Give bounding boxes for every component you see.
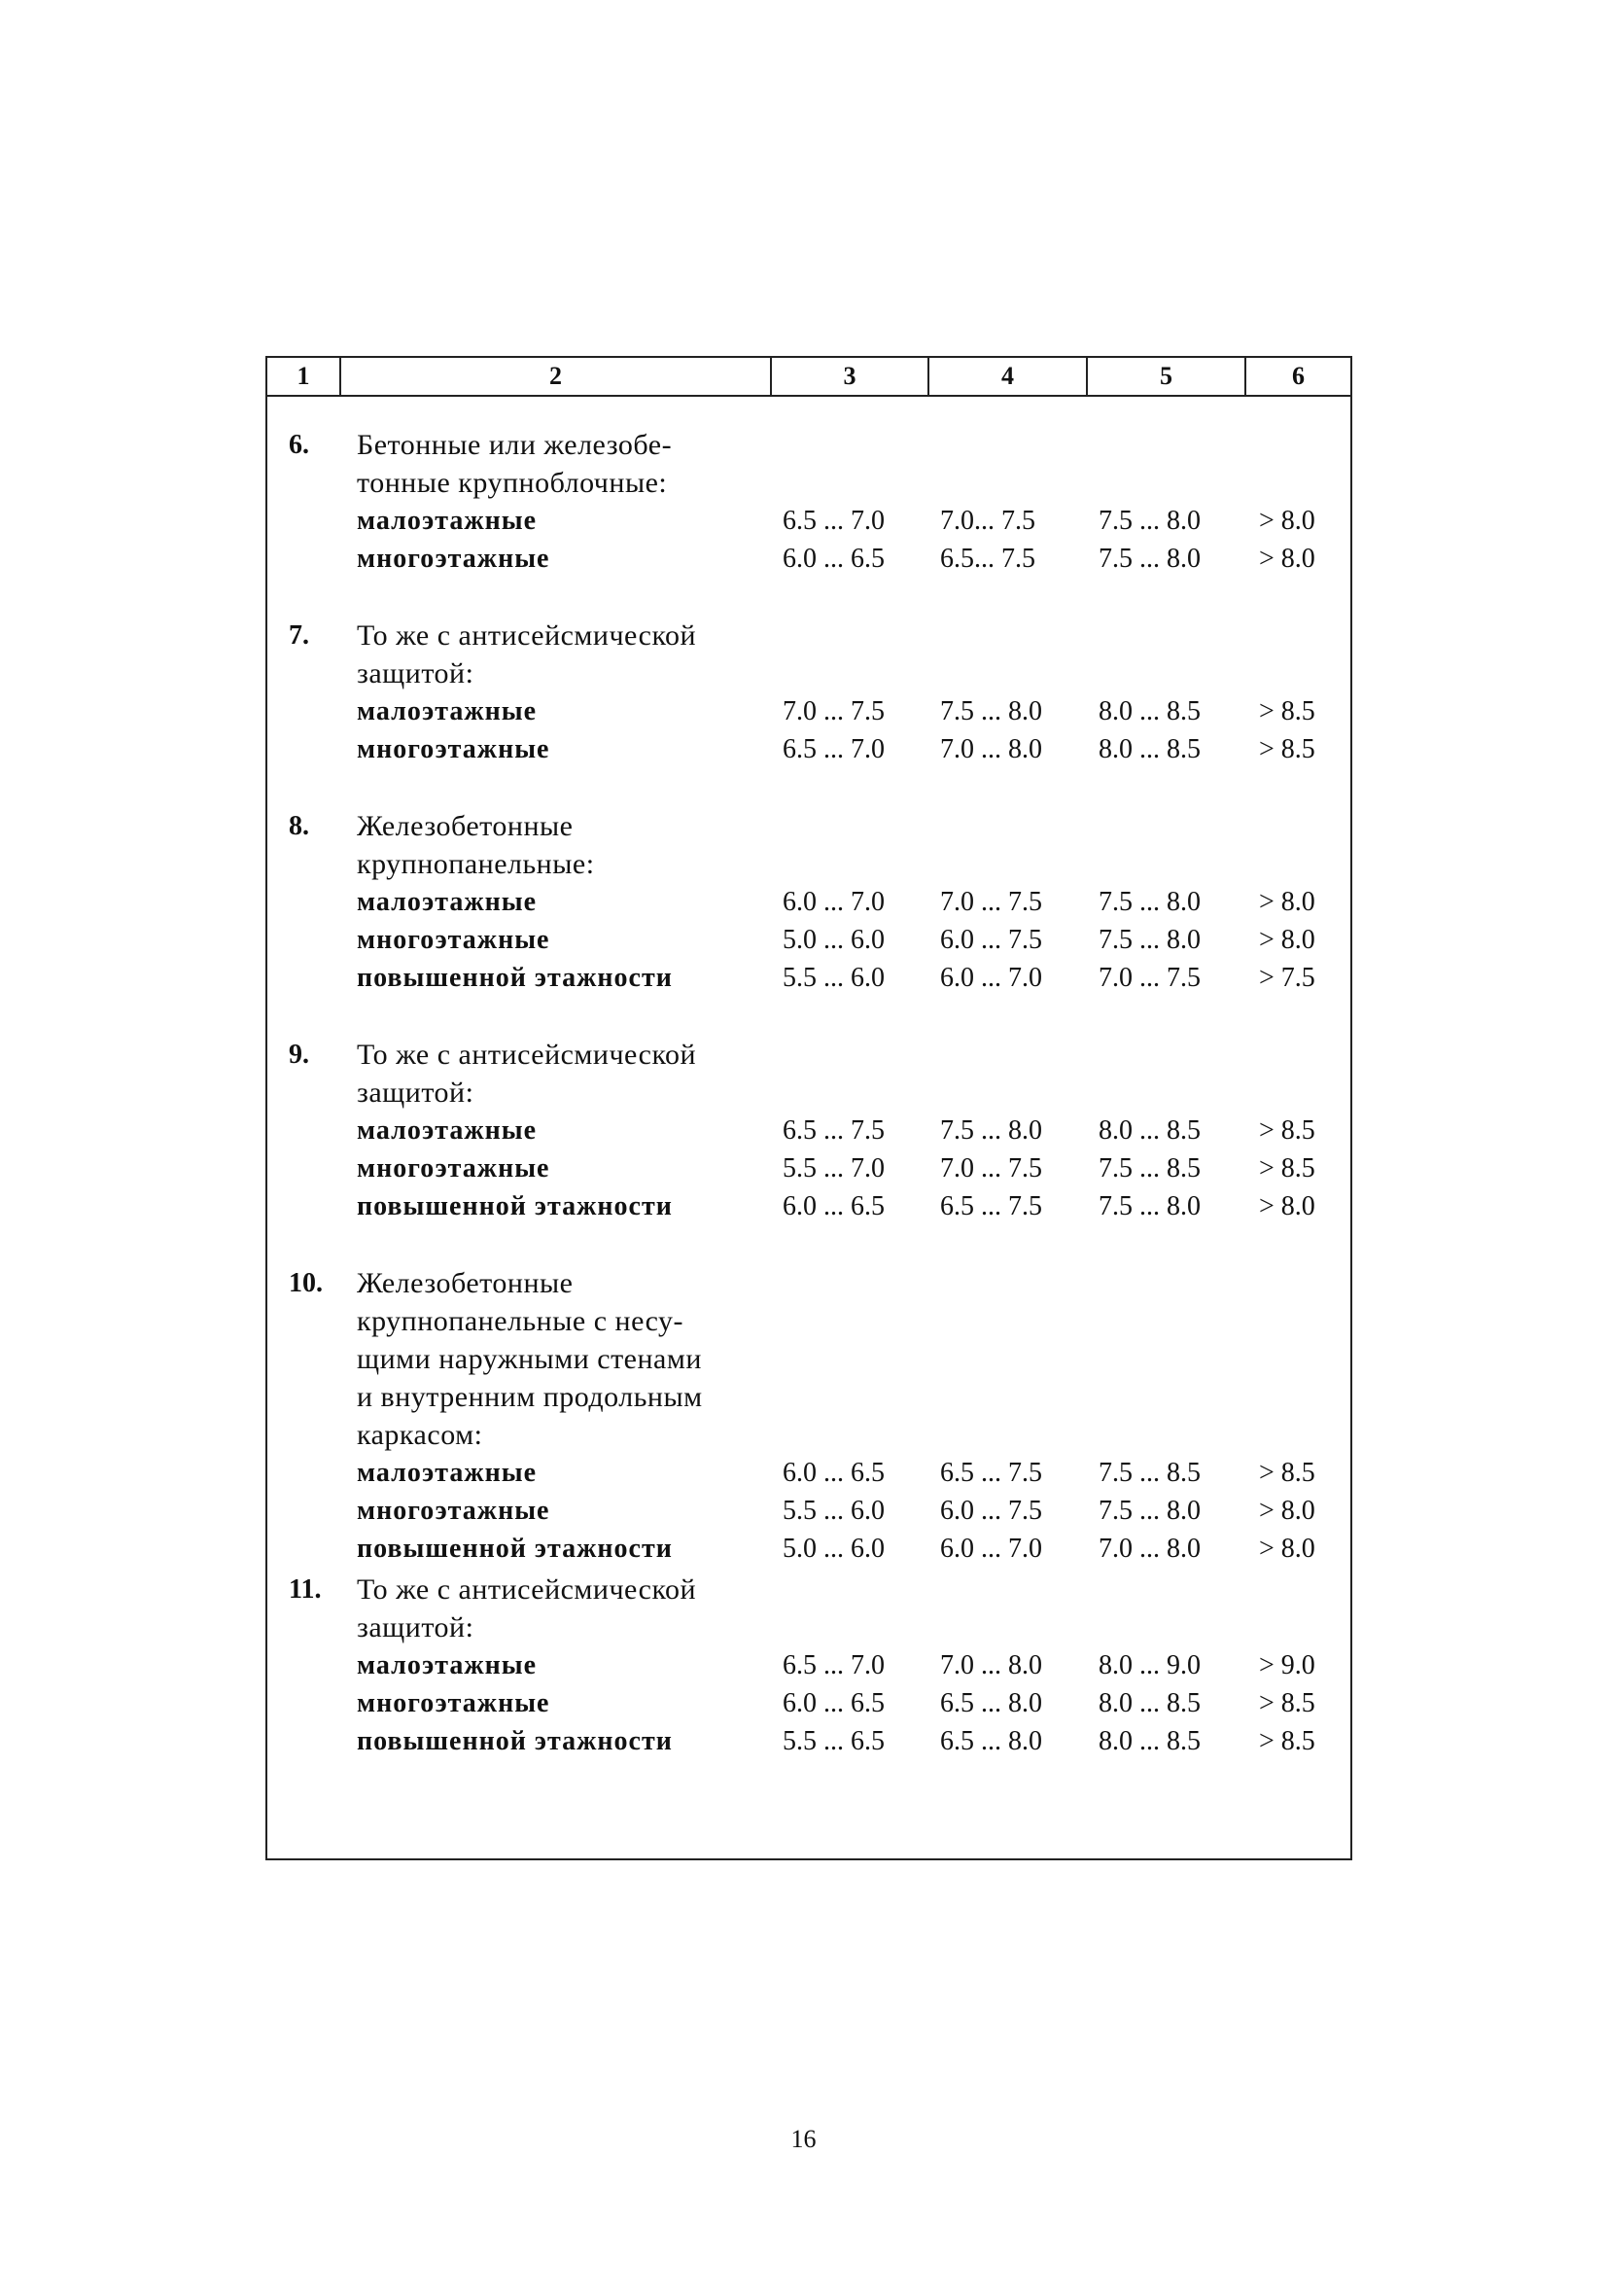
group-title-line bbox=[267, 654, 1350, 692]
group-title-line bbox=[267, 1036, 1350, 1074]
group-title: защитой: bbox=[357, 657, 474, 689]
cell-c5: 8.0 ... 8.5 bbox=[1099, 1115, 1201, 1146]
row-label: многоэтажные bbox=[357, 1688, 550, 1718]
table-row bbox=[267, 692, 1350, 730]
table-row bbox=[267, 1646, 1350, 1684]
group-title-line bbox=[267, 845, 1350, 883]
cell-c6: > 8.5 bbox=[1259, 1115, 1315, 1146]
row-label: многоэтажные bbox=[357, 1153, 550, 1183]
cell-c4: 6.5 ... 8.0 bbox=[940, 1688, 1042, 1718]
group-title: тонные крупноблочные: bbox=[357, 467, 668, 499]
cell-c5: 7.5 ... 8.5 bbox=[1099, 1153, 1201, 1183]
table-group bbox=[267, 1571, 1350, 1760]
cell-c5: 7.5 ... 8.0 bbox=[1099, 544, 1201, 574]
cell-c4: 6.0 ... 7.0 bbox=[940, 963, 1042, 993]
cell-c5: 7.5 ... 8.0 bbox=[1099, 1496, 1201, 1526]
cell-c5: 7.0 ... 7.5 bbox=[1099, 963, 1201, 993]
group-title-line bbox=[267, 1378, 1350, 1416]
cell-c4: 6.5 ... 8.0 bbox=[940, 1726, 1042, 1756]
cell-c6: > 8.0 bbox=[1259, 506, 1315, 536]
cell-c6: > 8.0 bbox=[1259, 887, 1315, 917]
cell-c5: 8.0 ... 8.5 bbox=[1099, 734, 1201, 764]
group-number: 10. bbox=[289, 1268, 323, 1298]
cell-c5: 8.0 ... 8.5 bbox=[1099, 696, 1201, 726]
cell-c5: 7.5 ... 8.0 bbox=[1099, 925, 1201, 955]
group-title-line bbox=[267, 617, 1350, 654]
table-row bbox=[267, 921, 1350, 959]
group-title-line bbox=[267, 1340, 1350, 1378]
row-label: многоэтажные bbox=[357, 925, 550, 955]
row-label: многоэтажные bbox=[357, 1496, 550, 1526]
group-title: и внутренним продольным bbox=[357, 1381, 703, 1413]
cell-c3: 5.5 ... 6.5 bbox=[783, 1726, 885, 1756]
row-label: малоэтажные bbox=[357, 1458, 538, 1488]
table-row bbox=[267, 1684, 1350, 1722]
group-title: То же с антисейсмической bbox=[357, 619, 697, 652]
cell-c3: 6.5 ... 7.5 bbox=[783, 1115, 885, 1146]
table-row bbox=[267, 540, 1350, 578]
group-title: каркасом: bbox=[357, 1419, 483, 1451]
cell-c6: > 8.5 bbox=[1259, 1726, 1315, 1756]
cell-c5: 7.5 ... 8.0 bbox=[1099, 1191, 1201, 1221]
cell-c5: 7.0 ... 8.0 bbox=[1099, 1534, 1201, 1564]
table-row bbox=[267, 1187, 1350, 1225]
cell-c3: 5.5 ... 6.0 bbox=[783, 1496, 885, 1526]
cell-c6: > 9.0 bbox=[1259, 1650, 1315, 1680]
group-title-line bbox=[267, 1416, 1350, 1454]
group-title-line bbox=[267, 1264, 1350, 1302]
table-row bbox=[267, 1530, 1350, 1568]
table-group bbox=[267, 1036, 1350, 1225]
table-row bbox=[267, 1112, 1350, 1149]
row-label: повышенной этажности bbox=[357, 1534, 673, 1564]
table-row bbox=[267, 730, 1350, 768]
row-label: малоэтажные bbox=[357, 1115, 538, 1146]
header-col-5: 5 bbox=[1088, 358, 1246, 395]
group-title: Железобетонные bbox=[357, 1267, 574, 1299]
cell-c3: 6.5 ... 7.0 bbox=[783, 734, 885, 764]
table-row bbox=[267, 1722, 1350, 1760]
table-row bbox=[267, 502, 1350, 540]
group-number: 8. bbox=[289, 811, 309, 841]
cell-c4: 7.0... 7.5 bbox=[940, 506, 1035, 536]
cell-c3: 5.5 ... 7.0 bbox=[783, 1153, 885, 1183]
table-group bbox=[267, 617, 1350, 768]
group-number: 11. bbox=[289, 1574, 322, 1605]
cell-c4: 7.0 ... 7.5 bbox=[940, 887, 1042, 917]
table-row bbox=[267, 1454, 1350, 1492]
header-col-1: 1 bbox=[267, 358, 341, 395]
cell-c3: 6.0 ... 6.5 bbox=[783, 1458, 885, 1488]
cell-c6: > 8.5 bbox=[1259, 696, 1315, 726]
cell-c3: 6.0 ... 6.5 bbox=[783, 544, 885, 574]
cell-c3: 6.0 ... 6.5 bbox=[783, 1688, 885, 1718]
data-table bbox=[265, 356, 1352, 1860]
cell-c4: 7.0 ... 8.0 bbox=[940, 1650, 1042, 1680]
table-group bbox=[267, 1264, 1350, 1568]
group-title: защитой: bbox=[357, 1611, 474, 1643]
row-label: малоэтажные bbox=[357, 696, 538, 726]
group-title: щими наружными стенами bbox=[357, 1343, 702, 1375]
group-title: То же с антисейсмической bbox=[357, 1573, 697, 1606]
cell-c6: > 8.5 bbox=[1259, 734, 1315, 764]
cell-c5: 8.0 ... 9.0 bbox=[1099, 1650, 1201, 1680]
header-col-3: 3 bbox=[772, 358, 929, 395]
cell-c4: 6.0 ... 7.5 bbox=[940, 1496, 1042, 1526]
cell-c3: 6.5 ... 7.0 bbox=[783, 506, 885, 536]
group-number: 7. bbox=[289, 620, 309, 651]
cell-c6: > 8.5 bbox=[1259, 1458, 1315, 1488]
table-row bbox=[267, 959, 1350, 997]
cell-c4: 7.0 ... 7.5 bbox=[940, 1153, 1042, 1183]
cell-c4: 6.5 ... 7.5 bbox=[940, 1458, 1042, 1488]
cell-c6: > 8.5 bbox=[1259, 1688, 1315, 1718]
table-group bbox=[267, 807, 1350, 997]
row-label: малоэтажные bbox=[357, 506, 538, 536]
group-title-line bbox=[267, 1302, 1350, 1340]
table-header bbox=[267, 358, 1350, 397]
row-label: повышенной этажности bbox=[357, 1191, 673, 1221]
cell-c5: 7.5 ... 8.0 bbox=[1099, 506, 1201, 536]
cell-c6: > 8.5 bbox=[1259, 1153, 1315, 1183]
table-row bbox=[267, 1492, 1350, 1530]
group-title-line bbox=[267, 464, 1350, 502]
table-row bbox=[267, 1149, 1350, 1187]
header-col-6: 6 bbox=[1292, 362, 1305, 390]
group-title: защитой: bbox=[357, 1077, 474, 1109]
table-group bbox=[267, 426, 1350, 578]
group-title: Железобетонные bbox=[357, 810, 574, 842]
header-col-4: 4 bbox=[929, 358, 1088, 395]
cell-c4: 6.0 ... 7.0 bbox=[940, 1534, 1042, 1564]
group-title-line bbox=[267, 1608, 1350, 1646]
group-title: крупнопанельные: bbox=[357, 848, 595, 880]
cell-c6: > 7.5 bbox=[1259, 963, 1315, 993]
table-row bbox=[267, 883, 1350, 921]
cell-c6: > 8.0 bbox=[1259, 925, 1315, 955]
group-title-line bbox=[267, 1571, 1350, 1608]
cell-c3: 6.0 ... 7.0 bbox=[783, 887, 885, 917]
group-title-line bbox=[267, 1074, 1350, 1112]
cell-c3: 6.0 ... 6.5 bbox=[783, 1191, 885, 1221]
cell-c3: 7.0 ... 7.5 bbox=[783, 696, 885, 726]
page-number: 16 bbox=[790, 2125, 817, 2153]
group-number: 6. bbox=[289, 430, 309, 460]
cell-c3: 5.0 ... 6.0 bbox=[783, 1534, 885, 1564]
cell-c4: 6.0 ... 7.5 bbox=[940, 925, 1042, 955]
row-label: малоэтажные bbox=[357, 1650, 538, 1680]
header-col-2: 2 bbox=[341, 358, 772, 395]
cell-c6: > 8.0 bbox=[1259, 1534, 1315, 1564]
cell-c4: 7.5 ... 8.0 bbox=[940, 1115, 1042, 1146]
cell-c5: 7.5 ... 8.5 bbox=[1099, 1458, 1201, 1488]
group-title: То же с антисейсмической bbox=[357, 1039, 697, 1071]
row-label: многоэтажные bbox=[357, 734, 550, 764]
cell-c4: 7.0 ... 8.0 bbox=[940, 734, 1042, 764]
group-number: 9. bbox=[289, 1040, 309, 1070]
row-label: повышенной этажности bbox=[357, 1726, 673, 1756]
group-title-line bbox=[267, 807, 1350, 845]
row-label: повышенной этажности bbox=[357, 963, 673, 993]
cell-c6: > 8.0 bbox=[1259, 1191, 1315, 1221]
cell-c5: 7.5 ... 8.0 bbox=[1099, 887, 1201, 917]
cell-c3: 5.0 ... 6.0 bbox=[783, 925, 885, 955]
cell-c4: 7.5 ... 8.0 bbox=[940, 696, 1042, 726]
cell-c6: > 8.0 bbox=[1259, 1496, 1315, 1526]
group-title: крупнопанельные с несу- bbox=[357, 1305, 684, 1337]
cell-c4: 6.5... 7.5 bbox=[940, 544, 1035, 574]
row-label: многоэтажные bbox=[357, 544, 550, 574]
cell-c3: 5.5 ... 6.0 bbox=[783, 963, 885, 993]
cell-c3: 6.5 ... 7.0 bbox=[783, 1650, 885, 1680]
cell-c5: 8.0 ... 8.5 bbox=[1099, 1726, 1201, 1756]
row-label: малоэтажные bbox=[357, 887, 538, 917]
cell-c6: > 8.0 bbox=[1259, 544, 1315, 574]
cell-c5: 8.0 ... 8.5 bbox=[1099, 1688, 1201, 1718]
group-title: Бетонные или железобе- bbox=[357, 429, 673, 461]
group-title-line bbox=[267, 426, 1350, 464]
cell-c4: 6.5 ... 7.5 bbox=[940, 1191, 1042, 1221]
